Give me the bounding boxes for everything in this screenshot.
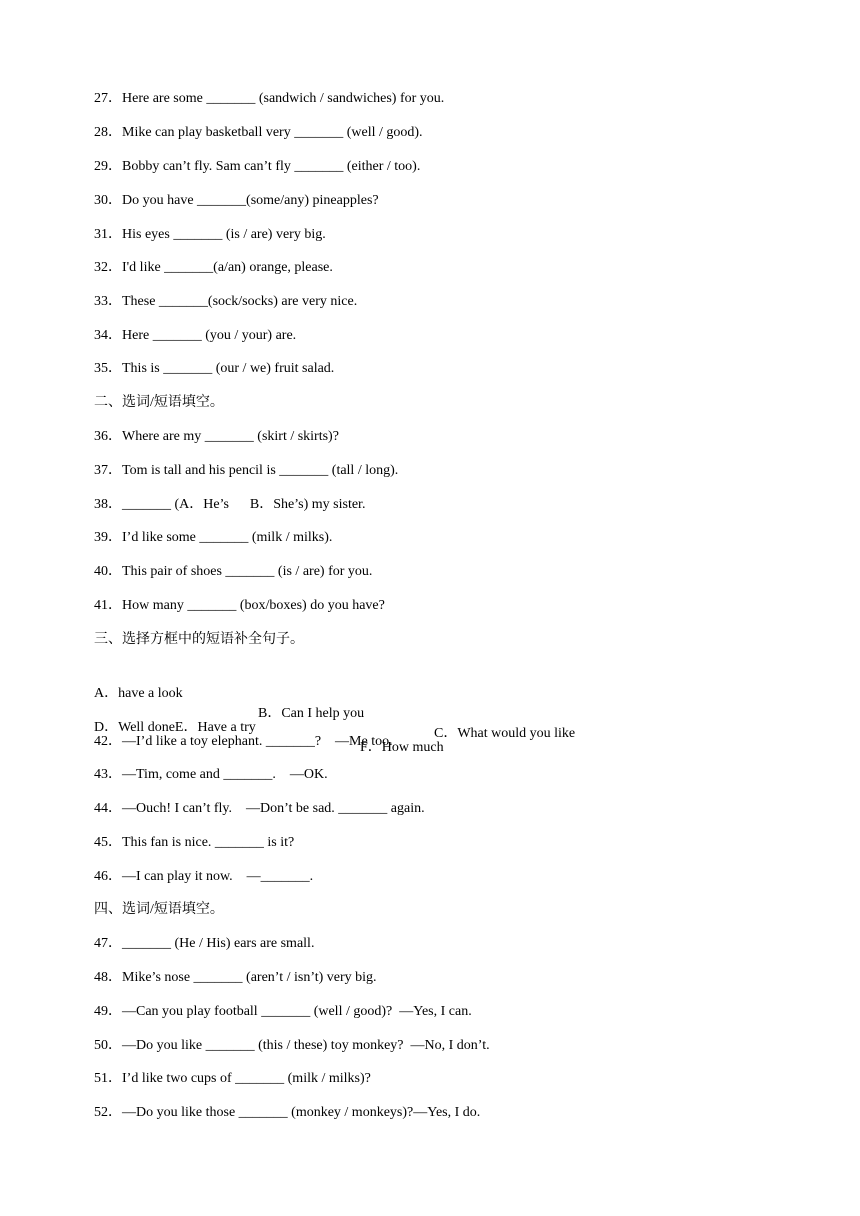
option-c: C．What would you like — [434, 726, 576, 741]
section-heading-2: 二、选词/短语填空。 — [94, 395, 224, 410]
question-44: 44．—Ouch! I can’t fly. —Don’t be sad. _______ again. — [94, 801, 425, 816]
question-28: 28．Mike can play basketball very _______ (well / good). — [94, 125, 423, 140]
section-heading-4: 四、选词/短语填空。 — [94, 902, 224, 917]
question-46: 46．—I can play it now. —_______. — [94, 869, 314, 884]
question-41: 41．How many _______ (box/boxes) do you have? — [94, 598, 385, 613]
question-43: 43．—Tim, come and _______. —OK. — [94, 767, 328, 782]
question-51: 51．I’d like two cups of _______ (milk / milks)? — [94, 1071, 371, 1086]
option-b: B．Can I help you — [258, 706, 365, 721]
question-52: 52．—Do you like those _______ (monkey / monkeys)?—Yes, I do. — [94, 1105, 481, 1120]
question-45: 45．This fan is nice. _______ is it? — [94, 835, 295, 850]
question-31: 31．His eyes _______ (is / are) very big. — [94, 227, 326, 242]
option-a: A．have a look — [94, 686, 183, 701]
question-50: 50．—Do you like _______ (this / these) toy monkey? —No, I don’t. — [94, 1038, 490, 1053]
section-heading-3: 三、选择方框中的短语补全句子。 — [94, 632, 304, 647]
question-33: 33．These _______(sock/socks) are very nice. — [94, 294, 358, 309]
question-38: 38．_______ (A．He’s B．She’s) my sister. — [94, 497, 366, 512]
question-39: 39．I’d like some _______ (milk / milks). — [94, 530, 333, 545]
option-d-e: D．Well doneE．Have a try — [94, 720, 256, 735]
question-37: 37．Tom is tall and his pencil is _______ (tall / long). — [94, 463, 399, 478]
question-40: 40．This pair of shoes _______ (is / are) for you. — [94, 564, 373, 579]
question-48: 48．Mike’s nose _______ (aren’t / isn’t) very big. — [94, 970, 377, 985]
question-34: 34．Here _______ (you / your) are. — [94, 328, 297, 343]
question-36: 36．Where are my _______ (skirt / skirts)? — [94, 429, 339, 444]
question-42: 42．—I’d like a toy elephant. _______? —Me too. — [94, 734, 393, 749]
option-f: F．How much — [360, 740, 444, 755]
question-49: 49．—Can you play football _______ (well / good)? —Yes, I can. — [94, 1004, 472, 1019]
question-29: 29．Bobby can’t fly. Sam can’t fly _______ (either / too). — [94, 159, 421, 174]
question-27: 27．Here are some _______ (sandwich / sandwiches) for you. — [94, 91, 445, 106]
question-35: 35．This is _______ (our / we) fruit salad. — [94, 361, 335, 376]
question-47: 47．_______ (He / His) ears are small. — [94, 936, 315, 951]
question-32: 32．I'd like _______(a/an) orange, please. — [94, 260, 333, 275]
question-30: 30．Do you have _______(some/any) pineapples? — [94, 193, 379, 208]
